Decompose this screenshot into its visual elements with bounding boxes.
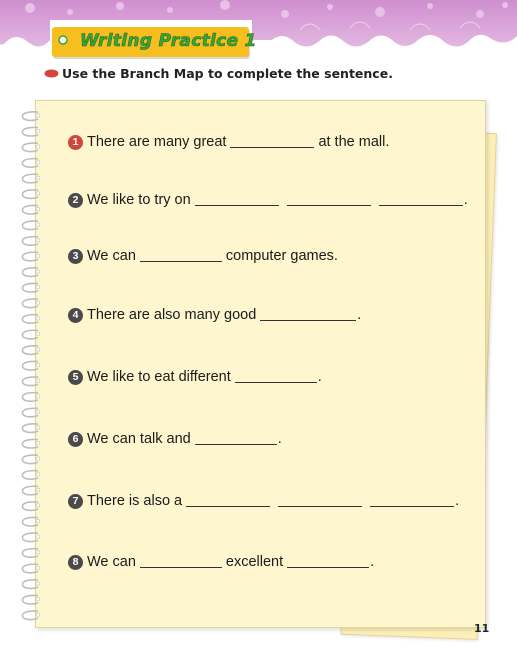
answer-blank[interactable]	[278, 505, 362, 507]
binding-ring	[22, 502, 38, 511]
sentence-5	[68, 366, 322, 388]
answer-blank[interactable]	[195, 204, 279, 206]
number-badge: 1	[68, 135, 83, 150]
number-badge: 4	[68, 308, 83, 323]
binding-hole	[36, 114, 40, 118]
instruction-text: Use the Branch Map to complete the sentence.	[62, 65, 393, 81]
answer-blank[interactable]	[230, 146, 314, 148]
binding-hole	[36, 519, 40, 523]
binding-hole	[36, 363, 40, 367]
binding-hole	[36, 566, 40, 570]
sentence-text: There are many great	[87, 134, 227, 150]
binding-ring	[22, 346, 38, 355]
binding-hole	[36, 426, 40, 430]
answer-blank[interactable]	[186, 505, 270, 507]
page-title: Writing Practice 1	[80, 31, 257, 51]
binding-ring	[22, 424, 38, 433]
number-badge: 2	[68, 193, 83, 208]
sentence-punctuation: .	[277, 431, 282, 447]
binding-ring	[22, 533, 38, 542]
notebook-paper	[35, 100, 486, 628]
sentence-6	[68, 428, 282, 450]
binding-ring	[22, 549, 38, 558]
binding-ring	[22, 221, 38, 230]
answer-blank[interactable]	[287, 566, 369, 568]
binding-hole	[36, 161, 40, 165]
banner-dot-icon	[58, 35, 68, 45]
number-badge: 5	[68, 370, 83, 385]
sentence-text: There is also a	[87, 493, 183, 509]
answer-blank[interactable]	[140, 260, 222, 262]
binding-hole	[36, 457, 40, 461]
answer-blank[interactable]	[287, 204, 371, 206]
binding-hole	[36, 145, 40, 149]
binding-hole	[36, 301, 40, 305]
sentence-text: We can	[87, 248, 136, 264]
sentence-3	[68, 245, 338, 267]
sentence-1	[68, 131, 389, 153]
binding-hole	[36, 317, 40, 321]
sentence-8	[68, 551, 374, 573]
number-badge: 7	[68, 494, 83, 509]
binding-hole	[36, 410, 40, 414]
binding-hole	[36, 254, 40, 258]
binding-ring	[22, 455, 38, 464]
binding-ring	[22, 564, 38, 573]
binding-hole	[36, 379, 40, 383]
sentence-text: We like to eat different	[87, 369, 231, 385]
sentence-text: We like to try on	[87, 192, 191, 208]
binding-ring	[22, 486, 38, 495]
binding-ring	[22, 190, 38, 199]
sentence-text: excellent	[225, 554, 284, 570]
red-pill-bullet-icon	[44, 69, 59, 78]
binding-ring	[22, 377, 38, 386]
answer-blank[interactable]	[140, 566, 222, 568]
binding-ring	[22, 205, 38, 214]
binding-hole	[36, 285, 40, 289]
binding-hole	[36, 582, 40, 586]
title-banner	[52, 27, 257, 57]
sentence-text: at the mall.	[318, 134, 390, 150]
binding-ring	[22, 471, 38, 480]
number-badge: 3	[68, 249, 83, 264]
binding-hole	[36, 504, 40, 508]
binding-hole	[36, 488, 40, 492]
binding-ring	[22, 299, 38, 308]
sentence-punctuation: .	[455, 493, 460, 509]
binding-ring	[22, 112, 38, 121]
binding-hole	[36, 551, 40, 555]
binding-ring	[22, 174, 38, 183]
answer-blank[interactable]	[370, 505, 454, 507]
binding-ring	[22, 330, 38, 339]
binding-ring	[22, 159, 38, 168]
binding-ring	[22, 237, 38, 246]
binding-hole	[36, 239, 40, 243]
binding-hole	[36, 129, 40, 133]
sentence-punctuation: .	[463, 192, 468, 208]
binding-ring	[22, 283, 38, 292]
binding-ring	[22, 143, 38, 152]
binding-ring	[22, 393, 38, 402]
binding-ring	[22, 127, 38, 136]
answer-blank[interactable]	[195, 443, 277, 445]
sentence-4	[68, 304, 361, 326]
binding-ring	[22, 611, 38, 620]
binding-hole	[36, 176, 40, 180]
binding-ring	[22, 408, 38, 417]
answer-blank[interactable]	[235, 381, 317, 383]
binding-hole	[36, 441, 40, 445]
answer-blank[interactable]	[379, 204, 463, 206]
sentence-punctuation: .	[317, 369, 322, 385]
binding-ring	[22, 252, 38, 261]
binding-ring	[22, 439, 38, 448]
sentence-text: There are also many good	[87, 307, 257, 323]
binding-hole	[36, 395, 40, 399]
binding-rings	[18, 104, 42, 624]
binding-hole	[36, 270, 40, 274]
spiral-binding	[18, 104, 42, 624]
sentence-punctuation: .	[370, 554, 375, 570]
binding-hole	[36, 535, 40, 539]
binding-ring	[22, 268, 38, 277]
sentence-text: We can talk and	[87, 431, 191, 447]
answer-blank[interactable]	[260, 319, 356, 321]
page-number: 11	[474, 622, 490, 635]
binding-ring	[22, 361, 38, 370]
number-badge: 6	[68, 432, 83, 447]
binding-hole	[36, 192, 40, 196]
number-badge: 8	[68, 555, 83, 570]
instruction	[44, 64, 393, 82]
binding-hole	[36, 207, 40, 211]
binding-hole	[36, 597, 40, 601]
binding-ring	[22, 315, 38, 324]
binding-ring	[22, 580, 38, 589]
binding-hole	[36, 613, 40, 617]
sentence-punctuation: .	[357, 307, 362, 323]
binding-hole	[36, 332, 40, 336]
sentence-text: We can	[87, 554, 136, 570]
sentence-text: computer games.	[225, 248, 338, 264]
binding-hole	[36, 348, 40, 352]
binding-ring	[22, 517, 38, 526]
sentence-7	[68, 490, 459, 512]
binding-ring	[22, 595, 38, 604]
binding-hole	[36, 473, 40, 477]
binding-hole	[36, 223, 40, 227]
sentence-2	[68, 189, 468, 211]
